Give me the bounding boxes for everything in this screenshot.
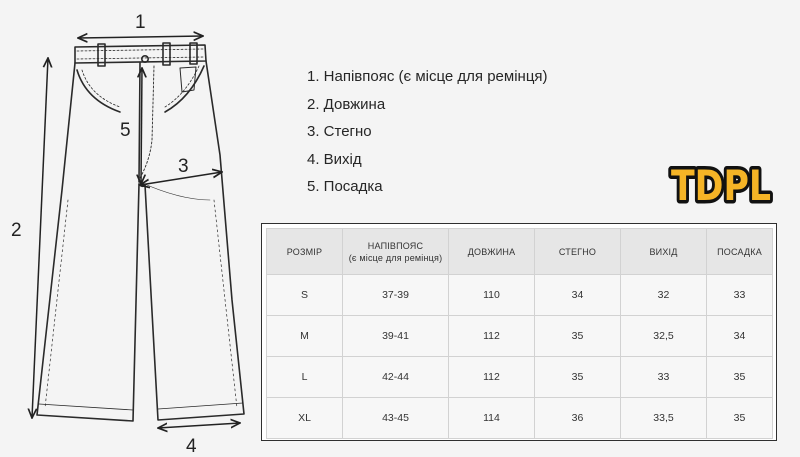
jeans-outline-icon: [37, 43, 244, 421]
rise-label: 5: [120, 120, 131, 141]
table-cell: 112: [449, 357, 535, 398]
header-leg-opening: ВИХІД: [621, 229, 707, 275]
table-cell: 36: [535, 398, 621, 439]
table-cell: 34: [535, 275, 621, 316]
table-cell: 37-39: [343, 275, 449, 316]
table-row: [267, 357, 773, 398]
table-cell: 34: [707, 316, 773, 357]
table-cell: 42-44: [343, 357, 449, 398]
table-cell: 32,5: [621, 316, 707, 357]
leg-opening-arrow: [158, 423, 240, 428]
header-hip: СТЕГНО: [535, 229, 621, 275]
table-cell: 39-41: [343, 316, 449, 357]
table-cell: 33: [707, 275, 773, 316]
waist-arrow: [78, 36, 203, 38]
table-row: [267, 316, 773, 357]
table-cell: 35: [535, 357, 621, 398]
table-header-row: [267, 229, 773, 275]
table-cell: 33,5: [621, 398, 707, 439]
rise-arrow: [141, 68, 142, 184]
legend-item: 5. Посадка: [307, 178, 383, 195]
legend-item: 1. Напівпояс (є місце для ремінця): [307, 68, 548, 85]
legend-item: 4. Вихід: [307, 150, 362, 168]
table-row: [267, 398, 773, 439]
table-cell: 35: [707, 357, 773, 398]
header-waist: [343, 229, 449, 275]
brand-logo: [668, 153, 774, 209]
table-cell: S: [267, 275, 343, 316]
table-cell: 114: [449, 398, 535, 439]
size-table: [266, 228, 773, 439]
header-waist-note: (є місце для ремінця): [348, 252, 443, 263]
table-cell: 32: [621, 275, 707, 316]
header-size: РОЗМІР: [267, 229, 343, 275]
table-cell: XL: [267, 398, 343, 439]
header-length: ДОВЖИНА: [449, 229, 535, 275]
table-cell: 110: [449, 275, 535, 316]
table-cell: L: [267, 357, 343, 398]
legend-item: 2. Довжина: [307, 95, 386, 113]
table-cell: 43-45: [343, 398, 449, 439]
hip-label: 3: [178, 156, 189, 177]
length-label: 2: [11, 220, 22, 241]
table-row: [267, 275, 773, 316]
length-arrow: [32, 58, 48, 418]
table-cell: 35: [535, 316, 621, 357]
table-cell: M: [267, 316, 343, 357]
brand-logo-text: TDPL: [671, 161, 771, 210]
size-table-frame: [261, 223, 777, 441]
table-cell: 35: [707, 398, 773, 439]
legend-item: 3. Стегно: [307, 123, 372, 140]
table-cell: 112: [449, 316, 535, 357]
waist-label: 1: [135, 12, 146, 33]
table-cell: 33: [621, 357, 707, 398]
leg-opening-label: 4: [186, 436, 197, 457]
header-rise: ПОСАДКА: [707, 229, 773, 275]
header-waist-title: НАПІВПОЯС: [367, 240, 424, 251]
measurement-legend: [307, 63, 548, 201]
